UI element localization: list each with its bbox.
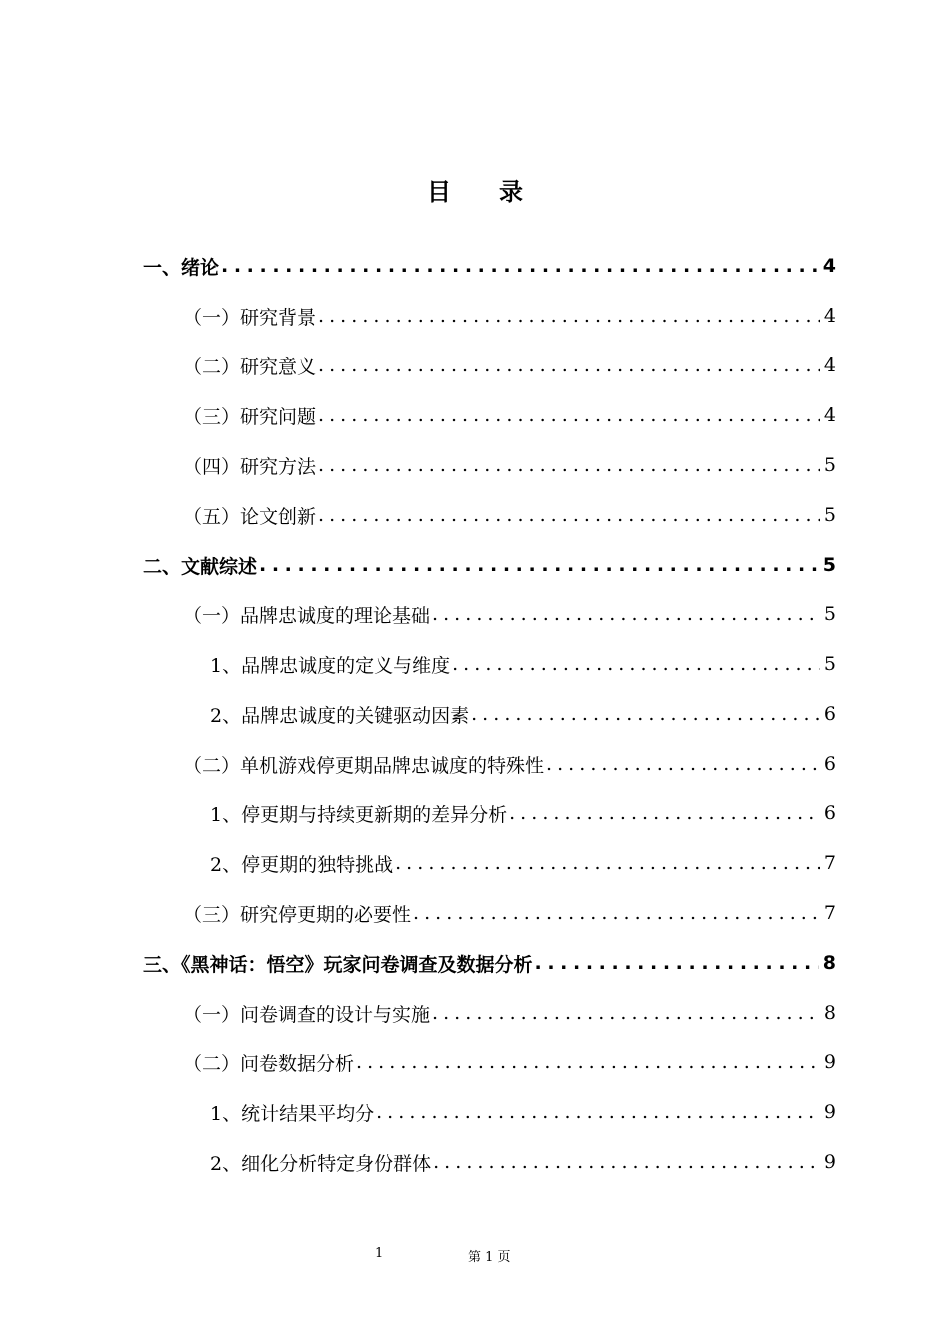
toc-entry[interactable] bbox=[210, 696, 836, 732]
toc-entry-label: （一）问卷调查的设计与实施 bbox=[183, 1003, 431, 1026]
toc-entry-page: 7 bbox=[823, 852, 836, 874]
toc-entry-page: 6 bbox=[823, 703, 836, 725]
toc-entry[interactable] bbox=[183, 895, 836, 931]
toc-entry-page: 8 bbox=[823, 1002, 836, 1024]
toc-entry[interactable] bbox=[183, 596, 836, 632]
toc-entry-page: 5 bbox=[823, 504, 836, 526]
toc-dot-leader bbox=[356, 1051, 820, 1073]
toc-entry-page: 5 bbox=[823, 653, 836, 675]
toc-dot-leader bbox=[471, 703, 820, 725]
toc-entry-label: 1、统计结果平均分 bbox=[210, 1102, 375, 1125]
toc-dot-leader bbox=[318, 454, 820, 476]
toc-entry[interactable] bbox=[210, 845, 836, 881]
toc-entry-page: 9 bbox=[823, 1101, 836, 1123]
toc-entry-page: 7 bbox=[823, 902, 836, 924]
toc-entry-page: 4 bbox=[822, 255, 836, 277]
toc-dot-leader bbox=[259, 554, 819, 576]
toc-entry-page: 5 bbox=[823, 603, 836, 625]
toc-entry-label: 2、细化分析特定身份群体 bbox=[210, 1152, 432, 1175]
toc-dot-leader bbox=[433, 1151, 820, 1173]
toc-dot-leader bbox=[432, 1002, 820, 1024]
toc-entry-label: （五）论文创新 bbox=[183, 505, 317, 528]
toc-entry-label: （二）研究意义 bbox=[183, 355, 317, 378]
toc-entry-label: （一）品牌忠诚度的理论基础 bbox=[183, 604, 431, 627]
toc-entry-page: 9 bbox=[823, 1051, 836, 1073]
toc-dot-leader bbox=[535, 952, 819, 974]
toc-dot-leader bbox=[509, 802, 820, 824]
toc-entry[interactable] bbox=[183, 497, 836, 533]
toc-dot-leader bbox=[546, 753, 820, 775]
toc-dot-leader bbox=[413, 902, 820, 924]
toc-entry-label: 1、品牌忠诚度的定义与维度 bbox=[210, 654, 451, 677]
toc-entry-page: 4 bbox=[823, 305, 836, 327]
toc-entry[interactable] bbox=[183, 298, 836, 334]
toc-entry[interactable] bbox=[183, 746, 836, 782]
toc-entry-label: （三）研究停更期的必要性 bbox=[183, 903, 412, 926]
toc-entry-page: 4 bbox=[823, 404, 836, 426]
toc-entry[interactable] bbox=[183, 447, 836, 483]
toc-entry-page: 4 bbox=[823, 354, 836, 376]
toc-entry-label: 三、《黑神话：悟空》玩家问卷调查及数据分析 bbox=[143, 953, 533, 976]
toc-entry-label: （四）研究方法 bbox=[183, 455, 317, 478]
toc-entry[interactable] bbox=[183, 995, 836, 1031]
toc-entry-page: 5 bbox=[822, 554, 836, 576]
toc-entry[interactable] bbox=[183, 1044, 836, 1080]
toc-entry-label: 2、品牌忠诚度的关键驱动因素 bbox=[210, 704, 470, 727]
toc-dot-leader bbox=[318, 305, 820, 327]
toc-dot-leader bbox=[432, 603, 820, 625]
toc-entry[interactable] bbox=[210, 795, 836, 831]
toc-entry-label: （二）问卷数据分析 bbox=[183, 1052, 355, 1075]
toc-entry-page: 5 bbox=[823, 454, 836, 476]
toc-entry[interactable] bbox=[143, 945, 836, 981]
toc-dot-leader bbox=[318, 354, 820, 376]
toc-entry-label: 二、文献综述 bbox=[143, 555, 258, 578]
toc-dot-leader bbox=[318, 504, 820, 526]
toc-entry-label: 1、停更期与持续更新期的差异分析 bbox=[210, 803, 508, 826]
toc-entry-label: （二）单机游戏停更期品牌忠诚度的特殊性 bbox=[183, 754, 545, 777]
toc-entry-label: 一、绪论 bbox=[143, 256, 220, 279]
toc-entry[interactable] bbox=[210, 1094, 836, 1130]
toc-dot-leader bbox=[318, 404, 820, 426]
toc-entry[interactable] bbox=[183, 347, 836, 383]
toc-entry-page: 9 bbox=[823, 1151, 836, 1173]
toc-entry-page: 6 bbox=[823, 802, 836, 824]
toc-entry[interactable] bbox=[210, 1144, 836, 1180]
toc-entry-label: 2、停更期的独特挑战 bbox=[210, 853, 394, 876]
toc-entry[interactable] bbox=[143, 547, 836, 583]
toc-entry[interactable] bbox=[143, 248, 836, 284]
toc-entry[interactable] bbox=[183, 397, 836, 433]
toc-entry[interactable] bbox=[210, 646, 836, 682]
footer-page-number: 1 bbox=[375, 1246, 384, 1261]
footer-page-label: 第 1 页 bbox=[468, 1250, 511, 1265]
page-footer bbox=[0, 1246, 950, 1266]
toc-entry-page: 8 bbox=[822, 952, 836, 974]
toc-entry-label: （三）研究问题 bbox=[183, 405, 317, 428]
page-title: 目 录 bbox=[427, 178, 523, 206]
toc-dot-leader bbox=[395, 852, 820, 874]
toc-entry-page: 6 bbox=[823, 753, 836, 775]
toc-dot-leader bbox=[376, 1101, 820, 1123]
toc-dot-leader bbox=[221, 255, 819, 277]
toc-dot-leader bbox=[452, 653, 820, 675]
toc-entry-label: （一）研究背景 bbox=[183, 306, 317, 329]
